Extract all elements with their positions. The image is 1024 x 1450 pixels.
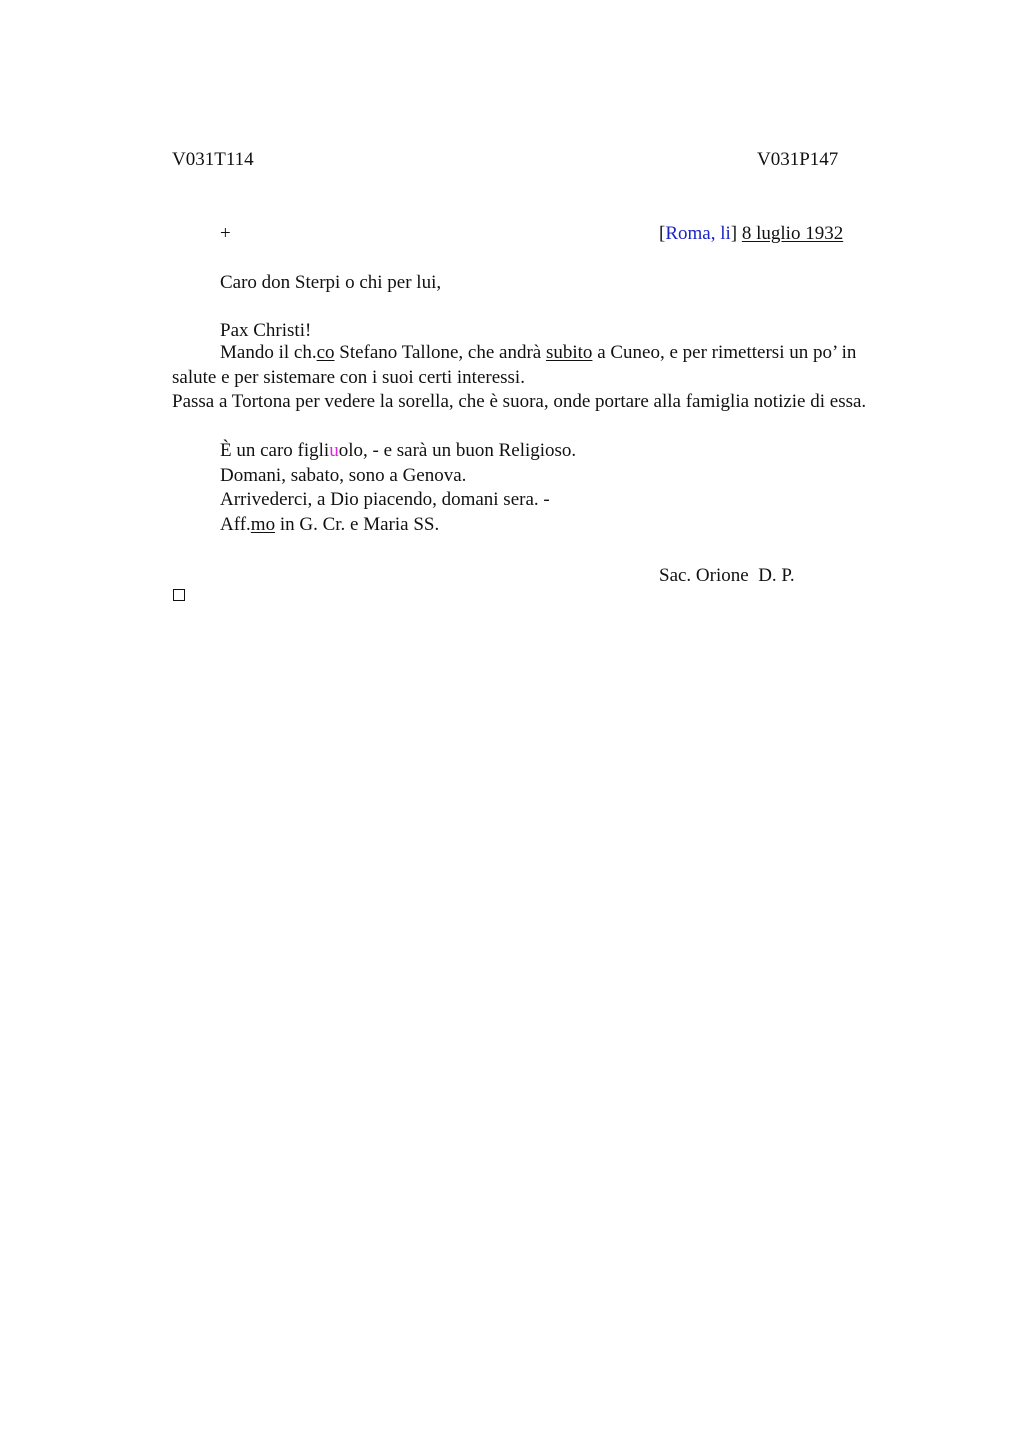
greeting: Pax Christi!: [220, 320, 312, 341]
p3-highlighted-letter: u: [329, 440, 339, 461]
closing-abbreviation: mo: [250, 513, 276, 535]
date-place: Roma, li: [665, 223, 731, 244]
p3-text-a: È un caro figli: [220, 440, 330, 461]
date-value: 8 luglio 1932: [741, 223, 844, 244]
closing-text-b: in G. Cr. e Maria SS.: [275, 513, 440, 535]
body-paragraph-2: Passa a Tortona per vedere la sorella, che è suora, onde portare alla famiglia notizie di essa.: [172, 391, 867, 412]
p1-subito: subito: [545, 342, 593, 363]
end-marker-box-icon: [173, 589, 185, 601]
body-paragraph-4: Domani, sabato, sono a Genova.: [220, 464, 467, 486]
p3-text-b: olo, - e sarà un buon Religioso.: [338, 440, 577, 461]
date-bracket-open: [: [659, 223, 666, 244]
p1-text-c: a Cuneo, e per rimettersi un po’ in salute e per sistemare con i suoi certi interessi.: [172, 342, 857, 388]
date-line: [659, 224, 843, 243]
salutation: Caro don Sterpi o chi per lui,: [220, 272, 442, 293]
body-paragraph-5: Arrivederci, a Dio piacendo, domani sera. -: [220, 489, 550, 510]
p1-text-a: Mando il ch.: [220, 342, 317, 363]
body-paragraph-3: [172, 439, 892, 464]
body-paragraph-1: [172, 341, 892, 390]
date-bracket-close: ]: [730, 223, 738, 244]
closing-line: [172, 513, 892, 538]
p1-abbreviation: co: [316, 342, 335, 363]
cross-symbol: +: [220, 223, 231, 244]
document-code-right: V031P147: [757, 149, 839, 170]
signature: Sac. Orione D. P.: [659, 565, 795, 586]
closing-text-a: Aff.: [220, 513, 251, 535]
document-code-left: V031T114: [172, 149, 254, 170]
p1-text-b: Stefano Tallone, che andrà: [334, 342, 546, 363]
